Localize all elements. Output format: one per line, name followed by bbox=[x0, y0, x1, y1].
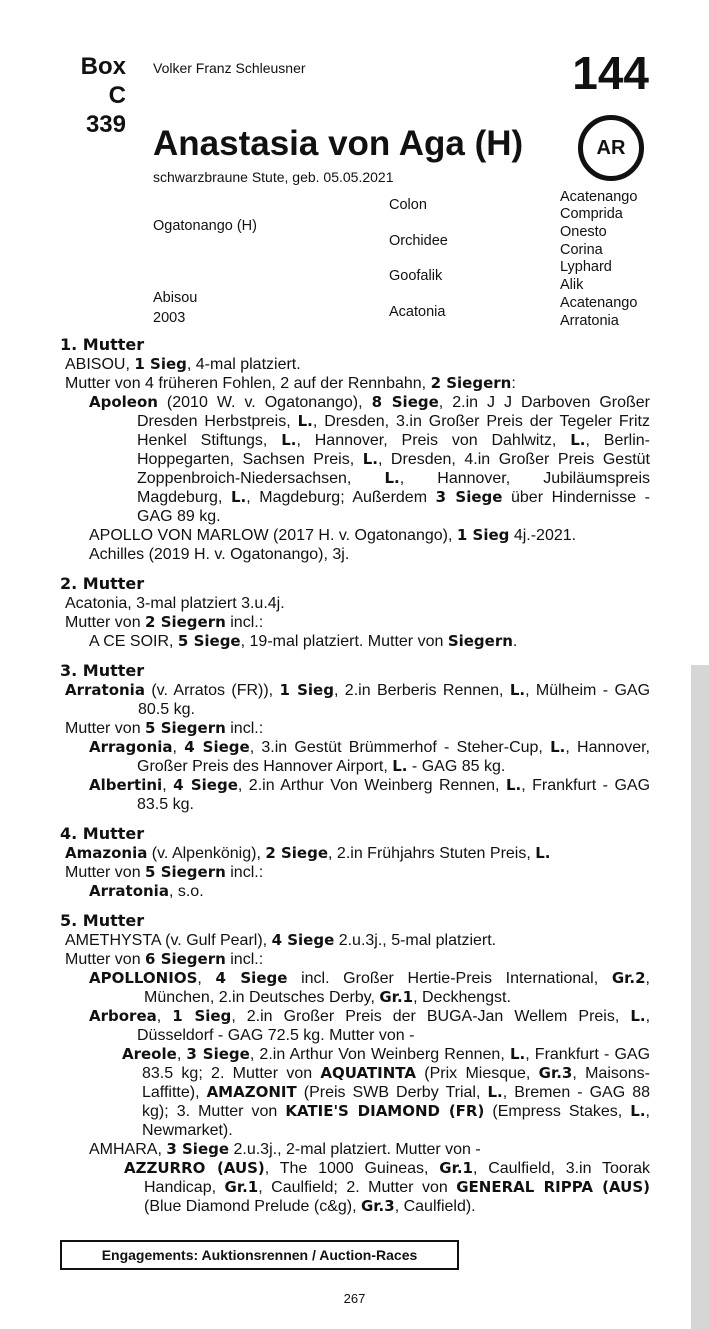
pedigree-sire: Ogatonango (H) bbox=[153, 218, 257, 234]
offspring-summary: Mutter von 2 Siegern incl.: bbox=[65, 613, 264, 631]
offspring-entry: Achilles (2019 H. v. Ogatonango), 3j. bbox=[89, 546, 350, 563]
page-number: 267 bbox=[343, 1291, 366, 1306]
grand-offspring-entry: Areole, 3 Siege, 2.in Arthur Von Weinberg Rennen, L., Frankfurt - GAG 83.5 kg; 2. Mutter von AQUATINTA (Prix Miesque, Gr.3, Maisons-Laffitte), AMAZONIT (Preis SWB Derby Trial, L., Bremen - GAG 88 kg); 3. Mutter von KATIE'S DIAMOND (FR) (Empress Stakes, L., Newmarket). bbox=[122, 1045, 651, 1139]
pedigree-dam-year: 2003 bbox=[153, 310, 186, 326]
pedigree-great-grandparent: Acatenango bbox=[560, 295, 638, 311]
section-heading: 3. Mutter bbox=[60, 661, 145, 680]
pedigree-great-grandparent: Alik bbox=[560, 277, 584, 293]
dam-summary: Acatonia, 3-mal platziert 3.u.4j. bbox=[65, 595, 285, 612]
section-fifth-dam bbox=[60, 911, 650, 1216]
engagements-box: Engagements: Auktionsrennen / Auction-Races bbox=[60, 1240, 459, 1270]
offspring-entry: Arragonia, 4 Siege, 3.in Gestüt Brümmerhof - Steher-Cup, L., Hannover, Großer Preis des Hannover Airport, L. - GAG 85 kg. bbox=[89, 738, 650, 775]
pedigree-great-grandparent: Arratonia bbox=[560, 313, 619, 329]
breeder-name: Volker Franz Schleusner bbox=[153, 60, 306, 76]
section-heading: 4. Mutter bbox=[60, 824, 145, 843]
horse-name: Anastasia von Aga (H) bbox=[153, 124, 524, 163]
offspring-entry: Apoleon (2010 W. v. Ogatonango), 8 Siege, 2.in J J Darboven Großer Dresden Herbstpreis, L., Dresden, 3.in Großer Preis der Tegeler Fritz Henkel Stiftungs, L., Hannover, Preis von Dahlwitz, L., Berlin-Hoppegarten, Sachsen Preis, L., Dresden, 4.in Großer Preis Gestüt Zoppenbroich-Niedersachsen, L., Hannover, Jubiläumspreis Magdeburg, L., Magdeburg; Außerdem 3 Siege über Hindernisse - GAG 89 kg. bbox=[89, 393, 651, 525]
box-label-line2: C 339 bbox=[85, 82, 126, 138]
pedigree-great-grandparent: Acatenango bbox=[560, 189, 638, 205]
lot-number: 144 bbox=[572, 47, 649, 99]
ar-badge: AR bbox=[578, 115, 644, 181]
section-second-dam bbox=[60, 574, 650, 651]
dam-summary: Arratonia (v. Arratos (FR)), 1 Sieg, 2.in Berberis Rennen, L., Mülheim - GAG 80.5 kg. bbox=[65, 681, 651, 718]
section-heading: 5. Mutter bbox=[60, 911, 145, 930]
pedigree-great-grandparent: Lyphard bbox=[560, 259, 612, 275]
grand-offspring-entry: AZZURRO (AUS), The 1000 Guineas, Gr.1, Caulfield, 3.in Toorak Handicap, Gr.1, Caulfield; 2. Mutter von GENERAL RIPPA (AUS) (Blue Diamond Prelude (c&g), Gr.3, Caulfield). bbox=[124, 1159, 651, 1215]
pedigree-grandparent: Orchidee bbox=[389, 233, 448, 249]
pedigree-grandparent: Colon bbox=[389, 197, 427, 213]
offspring-entry: AMHARA, 3 Siege 2.u.3j., 2-mal platziert. Mutter von - bbox=[89, 1140, 481, 1158]
pedigree-grandparent: Goofalik bbox=[389, 268, 443, 284]
section-third-dam bbox=[60, 661, 650, 814]
offspring-entry: Arborea, 1 Sieg, 2.in Großer Preis der BUGA-Jan Wellem Preis, L., Düsseldorf - GAG 72.5 kg. Mutter von - bbox=[89, 1007, 651, 1044]
offspring-entry: Albertini, 4 Siege, 2.in Arthur Von Weinberg Rennen, L., Frankfurt - GAG 83.5 kg. bbox=[89, 776, 651, 813]
thumb-index-tab bbox=[691, 665, 709, 1329]
dam-summary: ABISOU, 1 Sieg, 4-mal platziert. bbox=[65, 355, 301, 373]
box-number bbox=[62, 52, 126, 139]
section-heading: 1. Mutter bbox=[60, 335, 145, 354]
section-heading: 2. Mutter bbox=[60, 574, 145, 593]
pedigree-great-grandparent: Corina bbox=[560, 242, 603, 258]
pedigree-dam: Abisou bbox=[153, 290, 198, 306]
pedigree-great-grandparent: Comprida bbox=[560, 206, 623, 222]
pedigree-great-grandparent: Onesto bbox=[560, 224, 607, 240]
dam-summary: AMETHYSTA (v. Gulf Pearl), 4 Siege 2.u.3j., 5-mal platziert. bbox=[65, 931, 497, 949]
offspring-entry: A CE SOIR, 5 Siege, 19-mal platziert. Mutter von Siegern. bbox=[89, 632, 518, 650]
offspring-entry: APOLLONIOS, 4 Siege incl. Großer Hertie-Preis International, Gr.2, München, 2.in Deutsches Derby, Gr.1, Deckhengst. bbox=[89, 969, 650, 1006]
pedigree-grandparent: Acatonia bbox=[389, 304, 446, 320]
offspring-entry: APOLLO VON MARLOW (2017 H. v. Ogatonango), 1 Sieg 4j.-2021. bbox=[89, 526, 577, 544]
offspring-entry: Arratonia, s.o. bbox=[89, 882, 204, 900]
offspring-summary: Mutter von 5 Siegern incl.: bbox=[65, 719, 264, 737]
offspring-summary: Mutter von 4 früheren Fohlen, 2 auf der Rennbahn, 2 Siegern: bbox=[65, 374, 516, 392]
offspring-summary: Mutter von 5 Siegern incl.: bbox=[65, 863, 264, 881]
horse-description: schwarzbraune Stute, geb. 05.05.2021 bbox=[153, 169, 394, 185]
dam-summary: Amazonia (v. Alpenkönig), 2 Siege, 2.in Frühjahrs Stuten Preis, L. bbox=[65, 844, 551, 862]
offspring-summary: Mutter von 6 Siegern incl.: bbox=[65, 950, 264, 968]
section-first-dam bbox=[60, 335, 650, 564]
dam-line-text bbox=[60, 335, 650, 1226]
box-label-line1: Box bbox=[80, 53, 126, 80]
section-fourth-dam bbox=[60, 824, 650, 901]
